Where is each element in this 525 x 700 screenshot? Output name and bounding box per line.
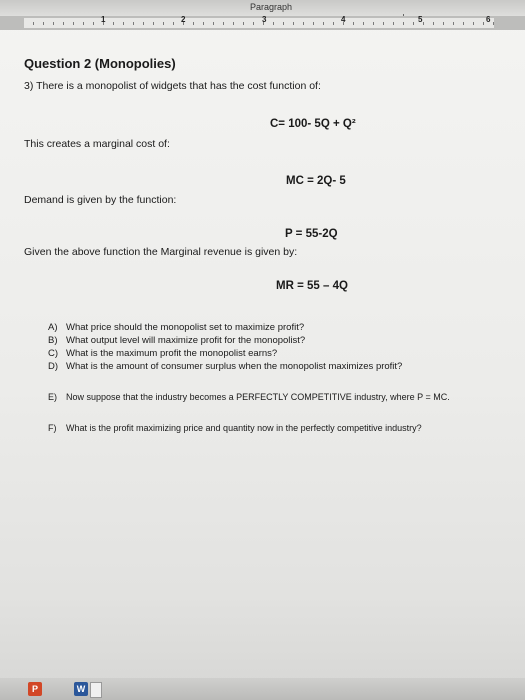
question-title: Question 2 (Monopolies) <box>24 56 176 71</box>
ruler-number: 5 <box>418 15 423 24</box>
question-label: D) <box>48 361 59 372</box>
marginal-revenue-equation: MR = 55 – 4Q <box>276 280 348 292</box>
question-text: What output level will maximize profit for the monopolist? <box>66 335 306 346</box>
demand-intro-text: Demand is given by the function: <box>24 194 177 206</box>
question-label: E) <box>48 392 57 402</box>
question-text: What is the profit maximizing price and quantity now in the perfectly competitive industry? <box>66 423 422 433</box>
ruler-number: 4 <box>341 15 346 24</box>
question-label: B) <box>48 335 58 346</box>
ruler-number: 1 <box>101 15 106 24</box>
question-item <box>48 335 305 346</box>
question-label: C) <box>48 348 59 359</box>
taskbar <box>0 678 525 700</box>
intro-text: 3) There is a monopolist of widgets that has the cost function of: <box>24 80 321 92</box>
powerpoint-icon[interactable]: P <box>28 682 42 696</box>
marginal-cost-equation: MC = 2Q- 5 <box>286 175 346 187</box>
question-item <box>48 348 277 359</box>
question-text: What is the amount of consumer surplus when the monopolist maximizes profit? <box>66 361 403 372</box>
question-item <box>48 423 422 433</box>
ruler-number: 2 <box>181 15 186 24</box>
question-text: What is the maximum profit the monopolist earns? <box>66 348 278 359</box>
question-label: F) <box>48 423 57 433</box>
question-item <box>48 392 450 402</box>
demand-equation: P = 55-2Q <box>285 228 338 240</box>
paragraph-group-label: Paragraph <box>250 2 293 12</box>
word-icon[interactable]: W <box>74 682 88 696</box>
question-text: What price should the monopolist set to maximize profit? <box>66 322 305 333</box>
ruler-number: 3 <box>262 15 267 24</box>
question-item <box>48 322 304 333</box>
question-text: Now suppose that the industry becomes a PERFECTLY COMPETITIVE industry, where P = MC. <box>66 392 450 402</box>
question-label: A) <box>48 322 58 333</box>
mr-intro-text: Given the above function the Marginal revenue is given by: <box>24 246 298 258</box>
mc-intro-text: This creates a marginal cost of: <box>24 138 170 150</box>
ruler-number: 6 <box>486 15 491 24</box>
document-thumbnail-icon[interactable] <box>90 682 102 698</box>
cost-function: C= 100- 5Q + Q² <box>270 118 356 130</box>
question-item <box>48 361 402 372</box>
